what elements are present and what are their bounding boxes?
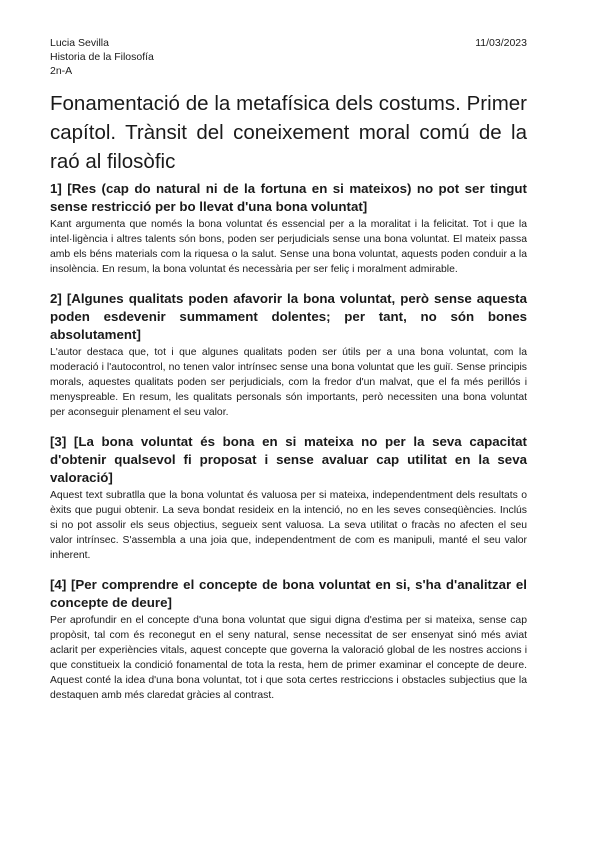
section-heading: [3] [La bona voluntat és bona en si mateixa no per la seva capacitat d'obtenir qualsevol fi proposat i sense avaluar cap utilitat en la seva valoració] [50, 434, 527, 485]
section-3 [50, 433, 527, 563]
section-1 [50, 180, 527, 277]
document-date: 11/03/2023 [475, 37, 527, 49]
section-body: Aquest text subratlla que la bona voluntat és valuosa per si mateixa, independentment dels resultats o èxits que pugui obtenir. La seva bondat resideix en la intenció, no en les seves conseqüències. Inclús si no pot assolir els seus objectius, segueix sent valuosa. La seva utilitat o fracàs no afecten el seu valor intrínsec. S'assembla a una joia que, independentment de com es manipuli, manté el seu valor inherent. [50, 490, 527, 561]
section-heading: 1] [Res (cap do natural ni de la fortuna en si mateixos) no pot ser tingut sense restricció per bo llevat d'una bona voluntat] [50, 181, 527, 214]
section-4 [50, 576, 527, 703]
section-body: L'autor destaca que, tot i que algunes qualitats poden ser útils per a una bona voluntat, com la moderació i l'autocontrol, no tenen valor intrínsec sense una bona voluntat que les guiï. Sense principis morals, aquestes qualitats poden ser perjudicials, com la fredor d'un malvat, que el fa més perillós i menyspreable. En resum, les qualitats personals són importants, però necessiten una bona voluntat per aconseguir plenament el seu valor. [50, 347, 527, 418]
section-heading: 2] [Algunes qualitats poden afavorir la bona voluntat, però sense aquesta poden esdevenir summament dolentes; per tant, no són bones absolutament] [50, 291, 527, 342]
section-body: Per aprofundir en el concepte d'una bona voluntat que sigui digna d'estima per si mateixa, sense cap propòsit, tal com és reconegut en el seny natural, sense necessitat de ser ensenyat sinó més aviat aclarit per experiències vitals, aquest concepte que governa la valoració global de les nostres accions i que constitueix la condició fonamental de tota la resta, hem de primer examinar el concepte de deure. Aquest conté la idea d'una bona voluntat, tot i que sota certes restriccions i obstacles subjectius que la destaquen amb més claredat gràcies al contrast. [50, 615, 527, 701]
document-page [50, 36, 527, 716]
section-2 [50, 290, 527, 420]
author-name: Lucia Sevilla [50, 37, 109, 49]
group-name: 2n-A [50, 65, 73, 77]
section-body: Kant argumenta que només la bona voluntat és essencial per a la moralitat i la felicitat. Tot i que la intel·ligència i altres talents són bons, poden ser perjudicials sense una bona voluntat. El mateix passa amb els béns materials com la riquesa o la salut. Sense una bona voluntat, aquests poden conduir a la insolència. En resum, la bona voluntat és necessària per ser feliç i moralment admirable. [50, 219, 527, 275]
document-header [50, 36, 527, 78]
course-name: Historia de la Filosofía [50, 51, 154, 63]
document-title: Fonamentació de la metafísica dels costums. Primer capítol. Trànsit del coneixement moral comú de la raó al filosòfic [50, 92, 527, 173]
section-heading: [4] [Per comprendre el concepte de bona voluntat en si, s'ha d'analitzar el concepte de deure] [50, 577, 527, 610]
